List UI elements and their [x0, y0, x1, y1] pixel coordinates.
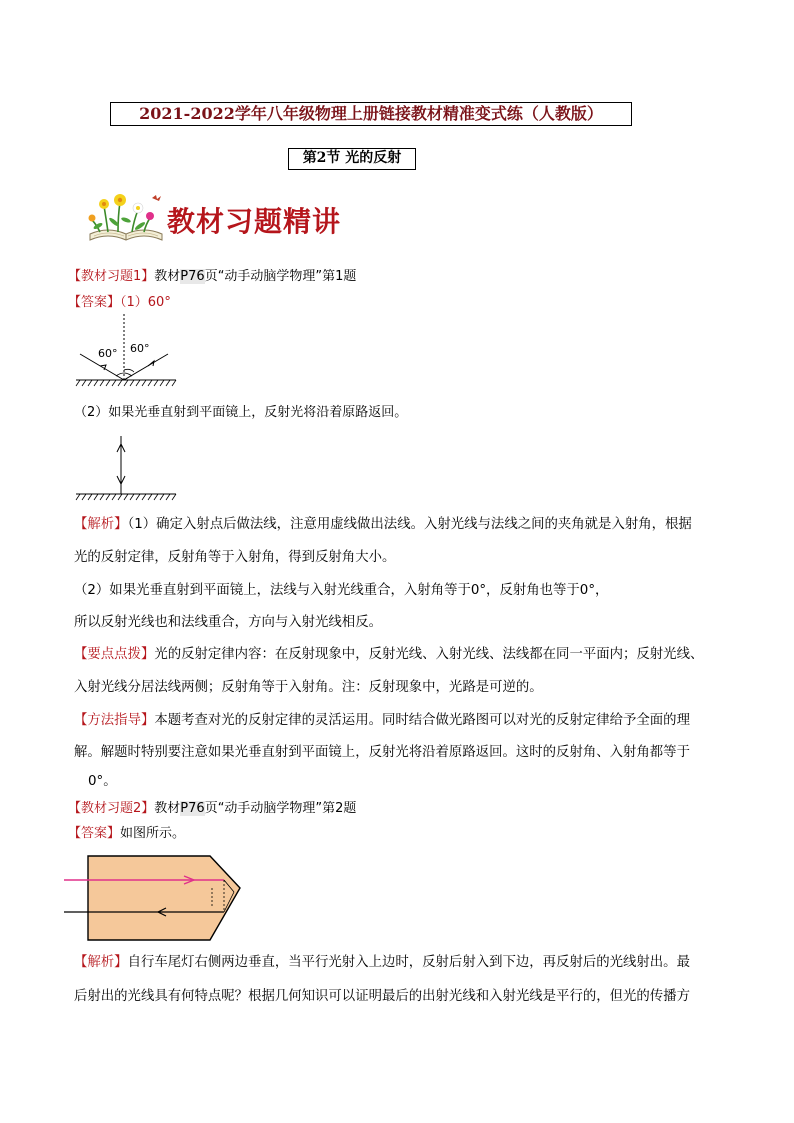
q1-heading	[68, 268, 356, 286]
q2-analysis-tag: 【解析】	[74, 955, 128, 970]
q2-analysis-line1	[74, 948, 690, 978]
q1-method-line2: 解。解题时特别要注意如果光垂直射到平面镜上，反射光将沿着原路返回。这时的反射角、入射角都等于	[74, 745, 690, 760]
q1-method-line3: 0°。	[88, 774, 117, 789]
q1-keypoint-line2: 入射光线分居法线两侧；反射角等于入射角。注：反射现象中，光路是可逆的。	[74, 680, 543, 695]
q1-analysis-text1: （1）确定入射点后做法线，注意用虚线做出法线。入射光线与法线之间的夹角就是入射角，根据	[127, 517, 692, 532]
q2-answer-text: 如图所示。	[120, 826, 186, 841]
q2-answer	[68, 825, 185, 843]
q2-ref-page: P76	[180, 801, 205, 816]
q1-analysis-line3: （2）如果光垂直射到平面镜上，法线与入射光线重合，入射角等于0°，反射角也等于0°，	[74, 583, 609, 598]
q1-analysis-line4: 所以反射光线也和法线重合，方向与入射光线相反。	[74, 615, 382, 630]
q2-heading	[68, 800, 356, 818]
q1-answer-text: （1）60°	[120, 295, 171, 310]
bike-taillight-diagram	[62, 852, 252, 946]
q1-method-tag: 【方法指导】	[74, 713, 155, 728]
q2-ref-rest: 页“动手动脑学物理”第2题	[204, 801, 357, 816]
q2-analysis-text1: 自行车尾灯右侧两边垂直，当平行光射入上边时，反射后射入到下边，再反射后的光线射出。最	[127, 955, 690, 970]
banner-title: 教材习题精讲	[167, 205, 342, 238]
q1-analysis-line1	[74, 510, 692, 540]
q1-ref-rest: 页“动手动脑学物理”第1题	[204, 269, 357, 284]
q1-method-text1: 本题考查对光的反射定律的灵活运用。同时结合做光路图可以对光的反射定律给予全面的理	[154, 713, 690, 728]
q2-analysis-line2: 后射出的光线具有何特点呢？根据几何知识可以证明最后的出射光线和入射光线是平行的，但光的传播方	[74, 989, 690, 1004]
q1-method-line1	[74, 706, 690, 736]
q1-analysis-tag: 【解析】	[74, 517, 128, 532]
q1-ref-prefix: 教材	[154, 269, 181, 284]
q1-answer-tag: 【答案】	[68, 295, 121, 310]
q2-answer-tag: 【答案】	[68, 826, 121, 841]
incident-angle-label: 60°	[98, 347, 118, 360]
reflection-diagram-60	[72, 310, 182, 390]
q1-answer2: （2）如果光垂直射到平面镜上，反射光将沿着原路返回。	[74, 405, 408, 420]
q1-keypoint-line1	[74, 640, 703, 670]
q2-ref-prefix: 教材	[154, 801, 181, 816]
q1-keypoint-text1: 光的反射定律内容：在反射现象中，反射光线、入射光线、法线都在同一平面内；反射光线、	[154, 647, 704, 662]
document-title: 2021-2022学年八年级物理上册链接教材精准变式练（人教版）	[110, 102, 632, 126]
q1-tag: 【教材习题1】	[68, 269, 155, 284]
q1-keypoint-tag: 【要点点拨】	[74, 647, 155, 662]
q1-ref-page: P76	[180, 269, 205, 284]
q1-analysis-line2: 光的反射定律，反射角等于入射角，得到反射角大小。	[74, 550, 396, 565]
reflection-angle-label: 60°	[130, 342, 150, 355]
q2-tag: 【教材习题2】	[68, 801, 155, 816]
section-title: 第2节 光的反射	[288, 148, 416, 170]
perpendicular-reflection-diagram	[72, 432, 182, 502]
book-flower-illustration	[86, 190, 166, 244]
